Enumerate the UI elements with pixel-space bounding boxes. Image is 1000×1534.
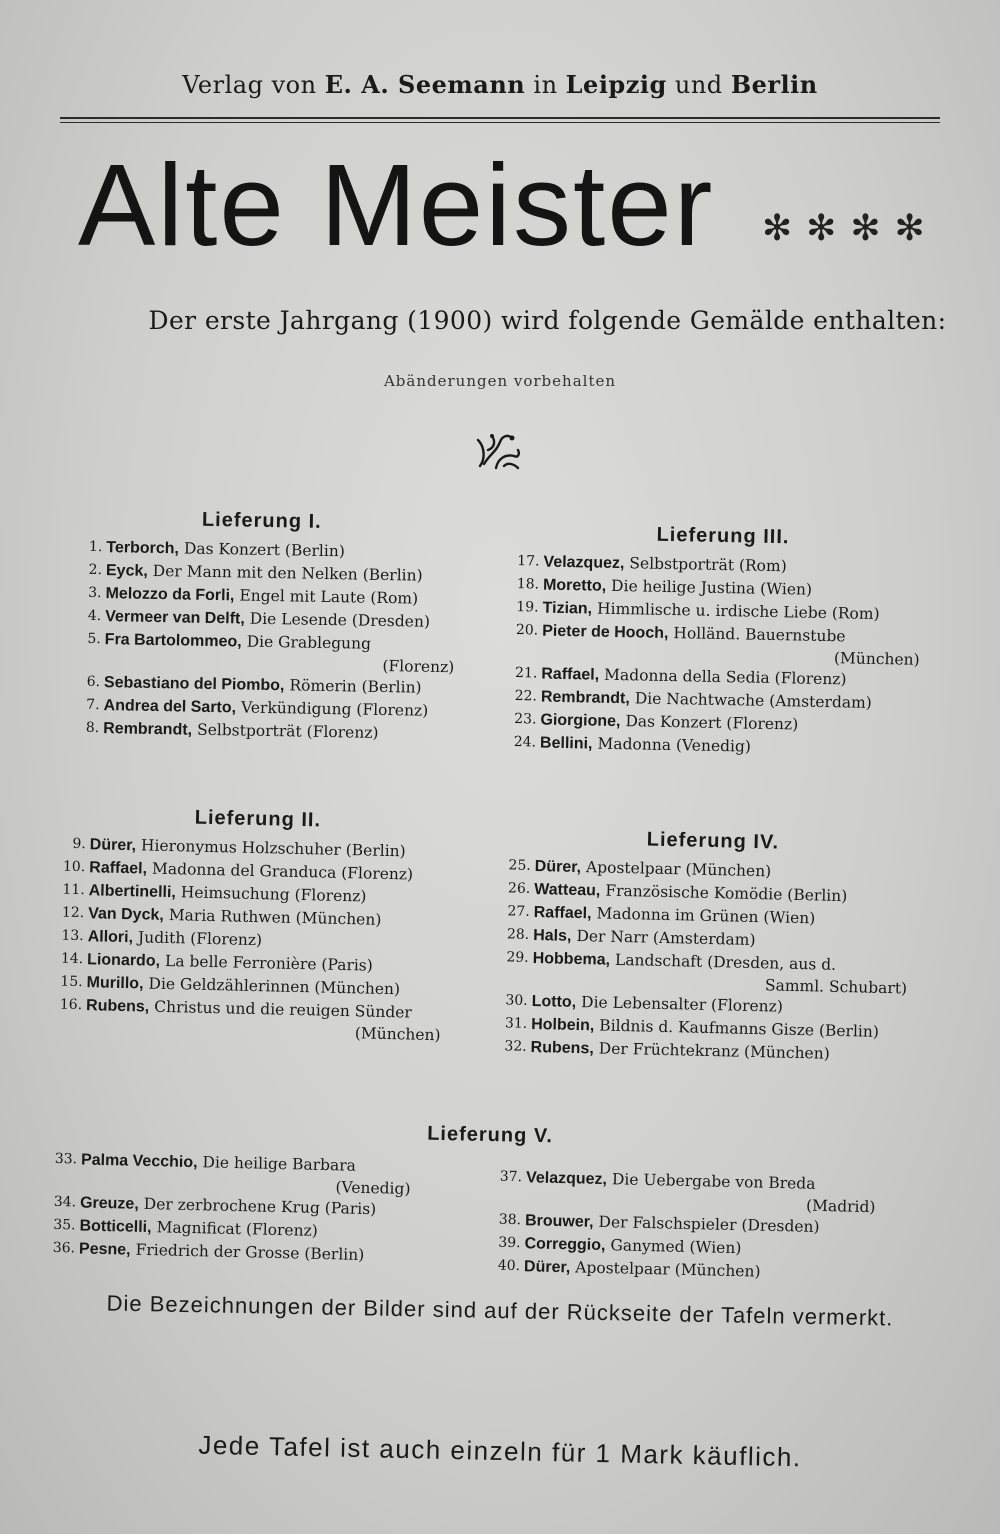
work-title: La belle Ferronière (Paris) — [164, 951, 374, 975]
section-lieferung-1 — [73, 507, 467, 747]
artist-name: Greuze, — [79, 1194, 139, 1213]
work-title: Heimsuchung (Florenz) — [180, 883, 367, 906]
artist-name: Rubens, — [85, 997, 150, 1016]
artist-name: Brouwer, — [524, 1212, 594, 1231]
artist-name: Correggio, — [524, 1235, 606, 1255]
entry-number: 9. — [72, 835, 86, 853]
entry-number: 5. — [87, 630, 101, 648]
work-title: Der Narr (Amsterdam) — [576, 926, 756, 950]
section-title: Lieferung III. — [656, 523, 790, 549]
work-location-continued: Samml. Schubart) — [764, 976, 908, 998]
publisher-name: E. A. Seemann — [324, 70, 526, 99]
floral-ornament-icon — [474, 428, 524, 472]
header-rule-thick — [60, 117, 940, 119]
work-title: Selbstporträt (Rom) — [629, 554, 787, 576]
artist-name: Rubens, — [530, 1038, 594, 1058]
section-title: Lieferung IV. — [646, 828, 780, 854]
entry-number: 23. — [514, 711, 537, 728]
work-title: Die Grablegung — [246, 632, 372, 653]
artist-name: Lotto, — [531, 992, 577, 1011]
entry-list — [49, 1148, 421, 1268]
artist-name: Botticelli, — [79, 1217, 152, 1237]
entry-number: 36. — [52, 1239, 76, 1257]
entry-number: 30. — [505, 992, 528, 1009]
section-title: Lieferung V. — [426, 1122, 554, 1148]
work-title: Madonna della Sedia (Florenz) — [603, 665, 847, 689]
entry-number: 40. — [497, 1257, 521, 1275]
entry-number: 16. — [59, 996, 83, 1014]
captions-note: Die Bezeichnungen der Bilder sind auf der Rückseite der Tafeln vermerkt. — [106, 1290, 894, 1331]
work-title: Landschaft (Dresden, aus d. — [614, 950, 837, 974]
work-title: Die heilige Justina (Wien) — [610, 576, 813, 599]
work-title: Madonna del Granduca (Florenz) — [151, 859, 414, 884]
work-title: Das Konzert (Florenz) — [625, 712, 799, 734]
artist-name: Velazquez, — [525, 1169, 608, 1189]
artist-name: Allori, — [87, 928, 134, 947]
entry-number: 4. — [87, 607, 102, 625]
entry-number: 33. — [54, 1150, 78, 1168]
artist-name: Dürer, — [534, 857, 582, 877]
artist-name: Tizian, — [542, 599, 593, 618]
section-title: Lieferung I. — [201, 508, 322, 533]
artist-name: Fra Bartolommeo, — [104, 631, 242, 651]
artist-name: Velazquez, — [543, 553, 625, 573]
entry-number: 21. — [514, 665, 538, 682]
artist-name: Giorgione, — [540, 711, 621, 731]
entry-list — [73, 536, 467, 747]
star-ornaments: ✻✻✻✻ — [762, 208, 939, 249]
work-title: Französische Komödie (Berlin) — [605, 881, 848, 906]
entry-number: 13. — [61, 927, 84, 945]
work-title: Die heilige Barbara — [202, 1153, 357, 1175]
artist-name: Hals, — [533, 926, 572, 945]
subtitle: Der erste Jahrgang (1900) wird folgende Gemälde enthalten: — [148, 306, 947, 335]
artist-name: Dürer, — [89, 836, 137, 855]
entry-number: 12. — [61, 904, 85, 922]
entry-number: 6. — [86, 673, 101, 691]
price-note: Jede Tafel ist auch einzeln für 1 Mark käuflich. — [198, 1429, 802, 1473]
entry-number: 37. — [499, 1168, 523, 1186]
entry-number: 3. — [88, 584, 102, 602]
entry-number: 31. — [504, 1015, 528, 1032]
work-title: Der Falschspieler (Dresden) — [598, 1212, 820, 1236]
work-title: Christus und die reuigen Sünder — [154, 997, 413, 1022]
entry-number: 22. — [514, 688, 538, 705]
publisher-and: und — [674, 71, 723, 99]
artist-name: Pieter de Hooch, — [542, 622, 669, 642]
artist-name: Rembrandt, — [103, 720, 193, 739]
entry-list — [500, 854, 920, 1067]
work-title: Verkündigung (Florenz) — [240, 698, 429, 720]
entry-number: 25. — [508, 857, 531, 874]
entry-list — [494, 1166, 886, 1287]
work-title: Römerin (Berlin) — [289, 676, 422, 697]
work-title: Hieronymus Holzschuher (Berlin) — [140, 836, 406, 861]
artist-name: Raffael, — [541, 665, 600, 684]
list-item — [55, 994, 451, 1046]
section-title: Lieferung II. — [194, 806, 322, 832]
work-title: Holländ. Bauernstube — [673, 624, 846, 646]
artist-name: Dürer, — [523, 1258, 571, 1277]
reservation-note: Abänderungen vorbehalten — [383, 372, 617, 390]
entry-number: 27. — [507, 903, 530, 920]
work-location-continued: (Florenz) — [382, 656, 455, 677]
artist-name: Andrea del Sarto, — [103, 697, 237, 717]
work-location-continued: (Venedig) — [335, 1178, 411, 1198]
work-title: Judith (Florenz) — [137, 928, 263, 950]
artist-name: Eyck, — [105, 562, 148, 580]
section-lieferung-3 — [510, 521, 932, 762]
work-title: Friedrich der Grosse (Berlin) — [135, 1240, 365, 1264]
section-lieferung-5-right — [494, 1166, 886, 1287]
entry-number: 18. — [516, 576, 540, 593]
work-location-continued: (München) — [833, 649, 920, 669]
entry-number: 8. — [85, 719, 100, 737]
work-title: Bildnis d. Kaufmanns Gisze (Berlin) — [599, 1016, 880, 1041]
entry-number: 34. — [53, 1193, 77, 1211]
work-title: Die Lesende (Dresden) — [249, 609, 431, 631]
entry-list — [55, 833, 455, 1046]
artist-name: Melozzo da Forli, — [105, 585, 235, 605]
page-title: Alte Meister — [78, 140, 715, 270]
work-title: Engel mit Laute (Rom) — [239, 586, 419, 608]
artist-name: Sebastiano del Piombo, — [103, 674, 285, 695]
artist-name: Albertinelli, — [88, 882, 177, 902]
work-title: Die Nachtwache (Amsterdam) — [634, 689, 873, 712]
artist-name: Terborch, — [106, 539, 180, 558]
artist-name: Vermeer van Delft, — [104, 608, 245, 628]
publisher-line — [0, 70, 1000, 99]
work-title: Selbstporträt (Florenz) — [196, 720, 379, 742]
entry-number: 24. — [513, 734, 537, 751]
publisher-city-leipzig: Leipzig — [565, 70, 667, 99]
entry-number: 32. — [504, 1038, 527, 1055]
section-lieferung-2 — [55, 804, 455, 1046]
work-title: Die Lebensalter (Florenz) — [580, 993, 784, 1016]
header-rule-thin — [60, 122, 940, 123]
work-location-continued: (Madrid) — [805, 1196, 876, 1217]
entry-number: 28. — [506, 926, 530, 943]
work-title: Apostelpaar (München) — [585, 858, 772, 881]
artist-name: Murillo, — [86, 974, 144, 993]
work-title: Maria Ruthwen (München) — [168, 906, 382, 929]
publisher-city-berlin: Berlin — [730, 70, 818, 99]
artist-name: Pesne, — [78, 1240, 131, 1259]
artist-name: Raffael, — [533, 903, 592, 923]
entry-number: 20. — [515, 622, 539, 639]
work-title: Das Konzert (Berlin) — [183, 539, 345, 561]
entry-number: 38. — [498, 1211, 522, 1229]
entry-number: 7. — [86, 696, 100, 714]
entry-number: 1. — [88, 538, 103, 556]
entry-number: 11. — [62, 881, 85, 899]
entry-number: 19. — [516, 599, 539, 616]
entry-list — [510, 550, 932, 762]
artist-name: Lionardo, — [86, 951, 161, 970]
entry-number: 14. — [60, 950, 84, 968]
artist-name: Rembrandt, — [540, 688, 630, 708]
artist-name: Hobbema, — [532, 949, 611, 969]
entry-number: 15. — [60, 973, 83, 991]
artist-name: Watteau, — [534, 880, 601, 900]
work-title: Die Uebergabe von Breda — [611, 1170, 816, 1193]
work-title: Der zerbrochene Krug (Paris) — [143, 1194, 377, 1219]
work-title: Madonna (Venedig) — [597, 734, 752, 756]
section-lieferung-4 — [500, 825, 920, 1067]
entry-number: 35. — [53, 1216, 76, 1234]
artist-name: Moretto, — [542, 576, 607, 595]
work-title: Magnificat (Florenz) — [156, 1218, 318, 1240]
entry-number: 29. — [506, 949, 529, 966]
work-title: Apostelpaar (München) — [575, 1258, 761, 1281]
entry-number: 17. — [517, 553, 540, 570]
work-title: Der Mann mit den Nelken (Berlin) — [152, 561, 423, 585]
artist-name: Van Dyck, — [88, 905, 164, 924]
work-title: Himmlische u. irdische Liebe (Rom) — [596, 599, 880, 624]
list-item — [74, 628, 465, 678]
work-location-continued: (München) — [354, 1024, 441, 1045]
artist-name: Palma Vecchio, — [80, 1151, 198, 1172]
artist-name: Holbein, — [530, 1015, 595, 1035]
section-lieferung-5-left — [49, 1148, 421, 1268]
work-title: Ganymed (Wien) — [610, 1236, 742, 1258]
work-title: Madonna im Grünen (Wien) — [596, 904, 816, 928]
artist-name: Bellini, — [539, 734, 593, 753]
publisher-prefix: Verlag von — [182, 71, 317, 99]
entry-number: 10. — [62, 858, 86, 876]
entry-number: 2. — [88, 561, 103, 579]
artist-name: Raffael, — [89, 859, 148, 878]
work-title: Die Geldzählerinnen (München) — [148, 974, 401, 999]
entry-number: 26. — [507, 880, 531, 897]
entry-number: 39. — [498, 1234, 521, 1252]
work-title: Der Früchtekranz (München) — [598, 1039, 830, 1063]
publisher-in: in — [533, 71, 558, 99]
